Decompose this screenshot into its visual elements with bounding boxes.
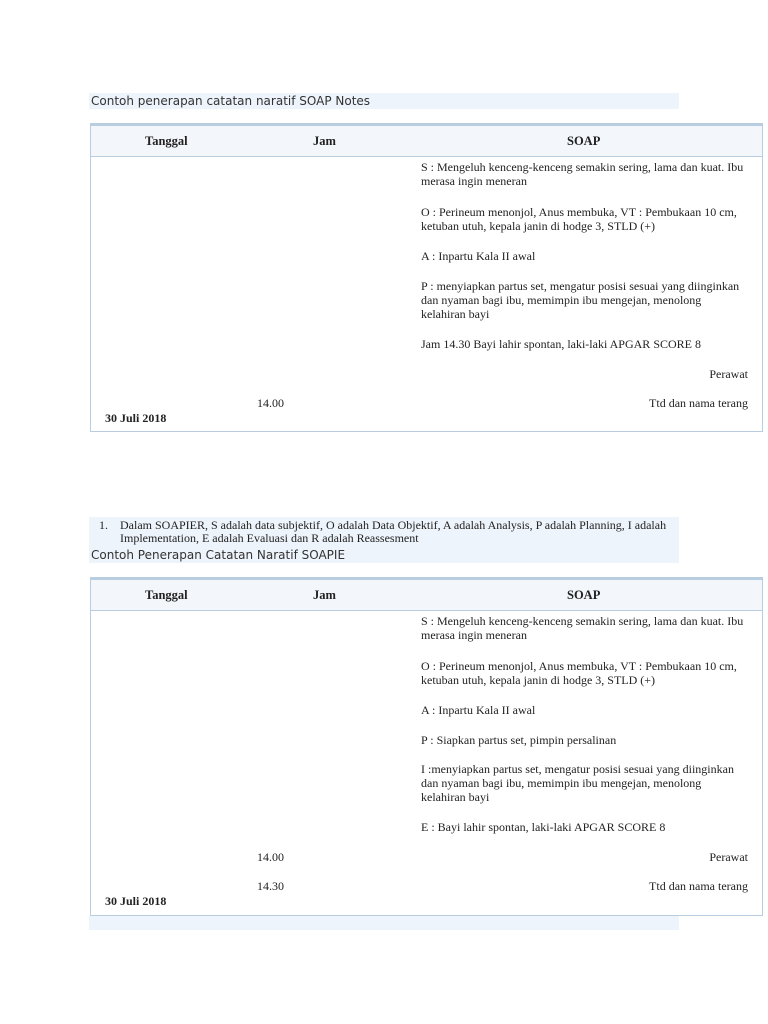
soap-line-p: P : Siapkan partus set, pimpin persalinan [421,733,617,747]
header-jam: Jam [313,134,336,148]
time-cell: 14.00 [257,850,284,864]
section2-caption: Contoh Penerapan Catatan Naratif SOAPIE [91,548,346,562]
table-header [91,124,762,157]
soap-notes-table [90,123,763,432]
soap-line-s: S : Mengeluh kenceng-kenceng semakin sering, lama dan kuat. Ibu merasa ingin meneran [421,614,744,642]
soap-line-e: E : Bayi lahir spontan, laki-laki APGAR SCORE 8 [421,820,666,834]
footer-bar [89,916,679,930]
soap-line-p: P : menyiapkan partus set, mengatur posisi sesuai yang diinginkan dan nyaman bagi ibu, memimpin ibu mengejan, menolong kelahiran bayi [421,279,740,321]
soap-line-o: O : Perineum menonjol, Anus membuka, VT : Pembukaan 10 cm, ketuban utuh, kepala janin di hodge 3, STLD (+) [421,205,737,233]
time-cell: 14.30 [257,879,284,893]
soap-line-a: A : Inpartu Kala II awal [421,249,536,263]
signature-label: Ttd dan nama terang [649,879,748,893]
date-cell: 30 Juli 2018 [105,411,167,425]
list-number: 1. [99,518,108,532]
signature-label: Ttd dan nama terang [649,396,748,410]
soapie-table [90,577,763,916]
soap-line-a: A : Inpartu Kala II awal [421,703,536,717]
list-text: Dalam SOAPIER, S adalah data subjektif, O adalah Data Objektif, A adalah Analysis, P adalah Planning, I adalah Implementation, E adalah Evaluasi dan R adalah Reassesment [120,518,667,545]
table-header [91,578,762,611]
header-jam: Jam [313,588,336,602]
header-soap: SOAP [567,134,601,148]
time-cell: 14.00 [257,396,284,410]
soap-line-o: O : Perineum menonjol, Anus membuka, VT : Pembukaan 10 cm, ketuban utuh, kepala janin di hodge 3, STLD (+) [421,659,737,687]
soap-line-i: I :menyiapkan partus set, mengatur posisi sesuai yang diinginkan dan nyaman bagi ibu, memimpin ibu mengejan, menolong kelahiran bayi [421,762,734,804]
list-item [89,517,679,547]
header-soap: SOAP [567,588,601,602]
soap-line-result: Jam 14.30 Bayi lahir spontan, laki-laki APGAR SCORE 8 [421,337,701,351]
header-tanggal: Tanggal [145,134,188,148]
soap-line-s: S : Mengeluh kenceng-kenceng semakin sering, lama dan kuat. Ibu merasa ingin meneran [421,160,744,188]
signer-label: Perawat [709,367,748,381]
section1-caption: Contoh penerapan catatan naratif SOAP Notes [91,94,371,108]
date-cell: 30 Juli 2018 [105,894,167,908]
table-body [91,157,762,431]
table-body [91,611,762,915]
header-tanggal: Tanggal [145,588,188,602]
signer-label: Perawat [709,850,748,864]
